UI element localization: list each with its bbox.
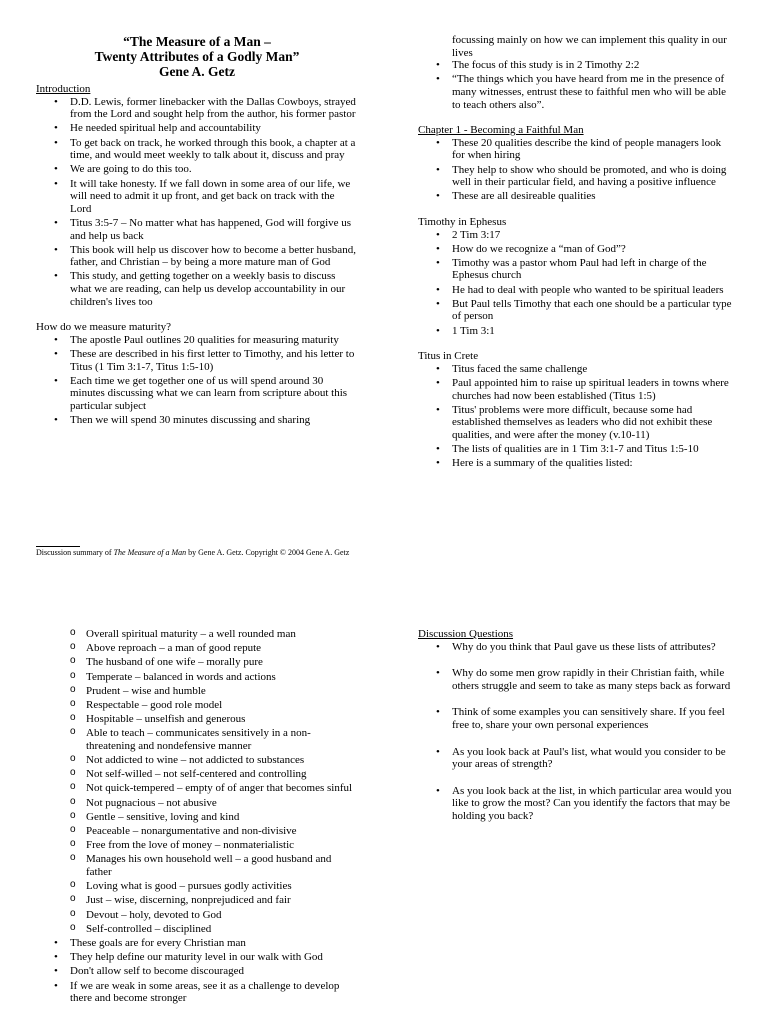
list-item: • If we are weak in some areas, see it as a challenge to develop there and become stronger [70, 980, 358, 1005]
footnote-rule [36, 546, 80, 547]
discussion-list [418, 641, 736, 823]
list-item: • These are all desireable qualities [452, 190, 736, 203]
discussion-heading: Discussion Questions [418, 628, 514, 640]
question-item: • Why do some men grow rapidly in their Christian faith, while others struggle and seem to take as many steps back as forward [452, 667, 736, 692]
quality-item: o Manages his own household well – a good husband and father [86, 853, 358, 878]
list-item: • He needed spiritual help and accountability [70, 122, 358, 135]
maturity-section [36, 321, 358, 427]
quality-item: o Self-controlled – disciplined [86, 923, 358, 936]
list-item: • The apostle Paul outlines 20 qualities for measuring maturity [70, 334, 358, 347]
quality-item: o Free from the love of money – nonmaterialistic [86, 839, 358, 852]
list-item: • These goals are for every Christian man [70, 937, 358, 950]
quality-item: o Gentle – sensitive, loving and kind [86, 811, 358, 824]
quality-item: o Not self-willed – not self-centered and controlling [86, 768, 358, 781]
list-item: • These are described in his first letter to Timothy, and his letter to Titus (1 Tim 3:1-7, Titus 1:5-10) [70, 348, 358, 373]
list-item: • Timothy was a pastor whom Paul had left in charge of the Ephesus church [452, 257, 736, 282]
timothy-list [418, 229, 736, 338]
list-item: • They help to show who should be promoted, and who is doing well in their particular field, and having a positive influence [452, 164, 736, 189]
quality-item: o Not addicted to wine – not addicted to substances [86, 754, 358, 767]
maturity-list [36, 334, 358, 427]
quality-item: o Respectable – good role model [86, 699, 358, 712]
list-item: • We are going to do this too. [70, 163, 358, 176]
list-item: • He had to deal with people who wanted to be spiritual leaders [452, 284, 736, 297]
question-item: • Think of some examples you can sensitively share. If you feel free to, share your own personal experiences [452, 706, 736, 731]
list-item: • These 20 qualities describe the kind of people managers look for when hiring [452, 137, 736, 162]
list-item: • 2 Tim 3:17 [452, 229, 736, 242]
copyright-footer [36, 546, 349, 558]
question-item: • As you look back at the list, in which particular area would you like to grow the most? Can you identify the factors that may be holding you back? [452, 785, 736, 823]
titus-heading: Titus in Crete [418, 350, 479, 363]
footer-suffix: by Gene A. Getz. Copyright © 2004 Gene A. Getz [186, 548, 350, 557]
question-item: • As you look back at Paul's list, what would you consider to be your areas of strength? [452, 746, 736, 771]
list-item: • Titus faced the same challenge [452, 363, 736, 376]
list-item: • 1 Tim 3:1 [452, 325, 736, 338]
title-line-1: “The Measure of a Man – [123, 34, 271, 49]
page1-left-column [36, 34, 358, 440]
list-item: • Titus' problems were more difficult, because some had established themselves as leaders who did not exhibit these qualities, and were after the money (v.10-11) [452, 404, 736, 442]
quality-item: o Temperate – balanced in words and actions [86, 671, 358, 684]
list-item: • To get back on track, he worked through this book, a chapter at a time, and would meet weekly to talk about it, discuss and pray [70, 137, 358, 162]
list-item: • D.D. Lewis, former linebacker with the Dallas Cowboys, strayed from the Lord and sought help from the author, his former pastor [70, 96, 358, 121]
list-item: • This study, and getting together on a weekly basis to discuss what we are reading, can help us develop accountability in our children's lives too [70, 270, 358, 308]
introduction-heading: Introduction [36, 83, 91, 95]
list-item: • Here is a summary of the qualities listed: [452, 457, 736, 470]
list-item: • The focus of this study is in 2 Timothy 2:2 [452, 59, 736, 72]
list-item: • Each time we get together one of us will spend around 30 minutes discussing what we can learn from scripture about this particular subject [70, 375, 358, 413]
continuation-list [418, 59, 736, 111]
list-item: • It will take honesty. If we fall down in some area of our life, we will need to admit it up front, and get back on track with the Lord [70, 178, 358, 216]
title-line-2: Twenty Attributes of a Godly Man” [94, 49, 300, 64]
timothy-section [418, 216, 736, 337]
list-item: • Titus 3:5-7 – No matter what has happened, God will forgive us and help us back [70, 217, 358, 242]
list-item: • How do we recognize a “man of God”? [452, 243, 736, 256]
continuation-section [418, 34, 736, 111]
footer-book-title: The Measure of a Man [113, 548, 187, 557]
list-item: • Don't allow self to become discouraged [70, 965, 358, 978]
list-item: • “The things which you have heard from me in the presence of many witnesses, entrust these to faithful men who will be able to teach others also”. [452, 73, 736, 111]
document-title [36, 34, 358, 79]
quality-item: o Just – wise, discerning, nonprejudiced and fair [86, 894, 358, 907]
continuation-text: focussing mainly on how we can implement this quality in our lives [452, 34, 727, 59]
quality-item: o Loving what is good – pursues godly activities [86, 880, 358, 893]
chapter1-list [418, 137, 736, 203]
list-item: • But Paul tells Timothy that each one should be a particular type of person [452, 298, 736, 323]
author-line: Gene A. Getz [158, 64, 236, 79]
quality-item: o Not quick-tempered – empty of of anger that becomes sinful [86, 782, 358, 795]
titus-list [418, 363, 736, 470]
quality-item: o Overall spiritual maturity – a well rounded man [86, 628, 358, 641]
list-item: • Then we will spend 30 minutes discussing and sharing [70, 414, 358, 427]
list-item: • This book will help us discover how to become a better husband, father, and Christian – by being a more mature man of God [70, 244, 358, 269]
page2-left-column [36, 628, 358, 1006]
quality-item: o Able to teach – communicates sensitively in a non-threatening and nondefensive manner [86, 727, 358, 752]
quality-item: o The husband of one wife – morally pure [86, 656, 358, 669]
introduction-list [36, 96, 358, 309]
question-item: • Why do you think that Paul gave us these lists of attributes? [452, 641, 736, 654]
quality-item: o Above reproach – a man of good repute [86, 642, 358, 655]
quality-item: o Devout – holy, devoted to God [86, 909, 358, 922]
qualities-list [36, 628, 358, 935]
quality-item: o Hospitable – unselfish and generous [86, 713, 358, 726]
chapter1-heading: Chapter 1 - Becoming a Faithful Man [418, 124, 584, 137]
chapter1-section [418, 124, 736, 203]
goals-list [36, 937, 358, 1005]
quality-item: o Not pugnacious – not abusive [86, 797, 358, 810]
quality-item: o Peaceable – nonargumentative and non-divisive [86, 825, 358, 838]
titus-section [418, 350, 736, 470]
list-item: • The lists of qualities are in 1 Tim 3:1-7 and Titus 1:5-10 [452, 443, 736, 456]
list-item: • They help define our maturity level in our walk with God [70, 951, 358, 964]
timothy-heading: Timothy in Ephesus [418, 215, 507, 228]
maturity-heading: How do we measure maturity? [36, 321, 172, 334]
page2-right-column [418, 628, 736, 837]
list-item: • Paul appointed him to raise up spiritual leaders in towns where churches had now been established (Titus 1:5) [452, 377, 736, 402]
footer-prefix: Discussion summary of [36, 548, 114, 557]
introduction-section [36, 83, 358, 308]
quality-item: o Prudent – wise and humble [86, 685, 358, 698]
page1-right-column [418, 34, 736, 483]
